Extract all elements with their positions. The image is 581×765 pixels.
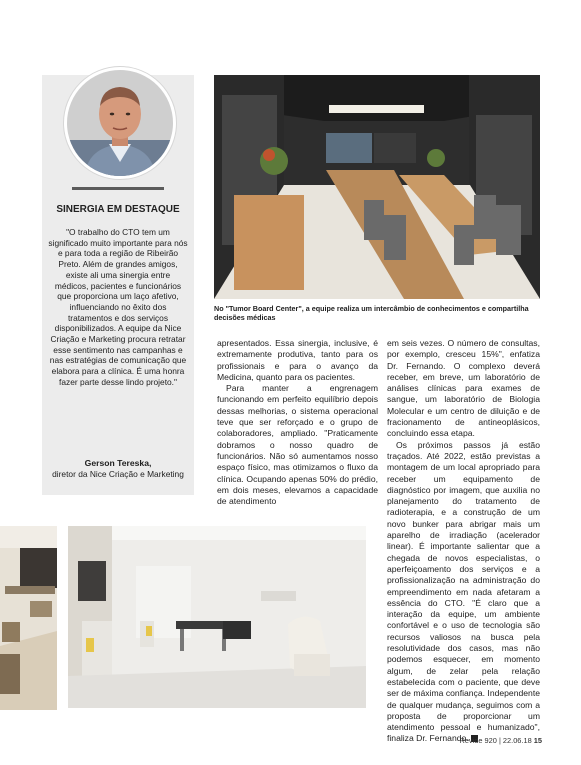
article-paragraph: Para manter a engrenagem funcionando em perfeito equilíbrio depois dessas melhorias, o sistema operacional teve que ser reforçado e o grupo de colaboradores, ampliado. "Praticamente dobramos o nosso quadro de funcionários. Não só aumentamos nosso espaço físico, mas otimizamos o fluxo da clínica. Ocupando apenas 50% do prédio, em dois meses, elevamos a capacidade de atendimento (217, 383, 378, 507)
article-column-2 (217, 338, 378, 507)
article-paragraph-text: Os próximos passos já estão traçados. Até 2022, estão previstas a montagem de um local apropriado para receber um equipamento de diagnóstico por imagem, que auxilia no planejamento do tratamento de radioterapia, e a construção de um novo bunker para abrigar mais um aparelho de irradiação (acelerador linear). É importante salientar que a chegada de novos especialistas, o aperfeiçoamento dos serviços e a profissionalização na administração do empreendimento em nada afetaram a essência do CTO. "É claro que a interação da equipe, um ambiente confortável e o uso de tecnologia são recursos valiosos na busca pela resolutividade dos casos, mas não podemos esquecer, em momento algum, de zelar pela relação estabelecida com o paciente, que deve ser de máxima confiança. Independente de qualquer mudança, seguimos com a proposta de proporcionar um atendimento pessoal e humanizado", finaliza Dr. Fernando. (387, 439, 540, 744)
sidebar-divider (72, 187, 164, 190)
issue-date: 22.06.18 (502, 736, 532, 745)
quote-author-name: Gerson Tereska, (84, 458, 152, 468)
footer-separator: | (498, 736, 503, 745)
article-paragraph (387, 440, 540, 745)
sidebar-quote: "O trabalho do CTO tem um significado muito importante para nós e para toda a região de Ribeirão Preto. Além de grandes amigos, existe ali uma sinergia entre médicos, pacientes e funcionários que proporciona um laço afetivo, influenciando no êxito dos tratamentos e dos serviços disponibilizados. A equipe da Nice Criação e Marketing procura retratar esse sentimento nas campanhas e nas estratégias de comunicação que elabora para a clínica. É uma honra fazer parte desse lindo projeto." (48, 227, 188, 387)
sidebar-title: SINERGIA EM DESTAQUE (56, 204, 180, 215)
article-paragraph: apresentados. Essa sinergia, inclusive, é extremamente produtiva, tanto para os profissionais e para o avanço da Medicina, quanto para os pacientes. (217, 338, 378, 382)
waiting-room-photo (0, 526, 57, 710)
page-footer (440, 736, 542, 745)
treatment-room-photo (68, 526, 366, 708)
page-number: 15 (533, 736, 542, 745)
article-column-3 (387, 338, 540, 745)
magazine-issue: Revide 920 (459, 736, 497, 745)
avatar (64, 67, 176, 179)
photo-caption: No "Tumor Board Center", a equipe realiza um intercâmbio de conhecimentos e compartilha decisões médicas (214, 304, 529, 323)
meeting-room-photo (214, 75, 540, 299)
article-paragraph: em seis vezes. O número de consultas, por exemplo, cresceu 15%", enfatiza Dr. Fernando. O complexo deverá receber, em breve, um laboratório de análises clínicas para exames de sangue, um laboratório de Biologia Molecular e um centro de diluição e de fracionamento de antineoplásicos, concluindo essa etapa. (387, 338, 540, 439)
portrait-photo (67, 70, 173, 176)
quote-author-role: diretor da Nice Criação e Marketing (52, 469, 184, 479)
